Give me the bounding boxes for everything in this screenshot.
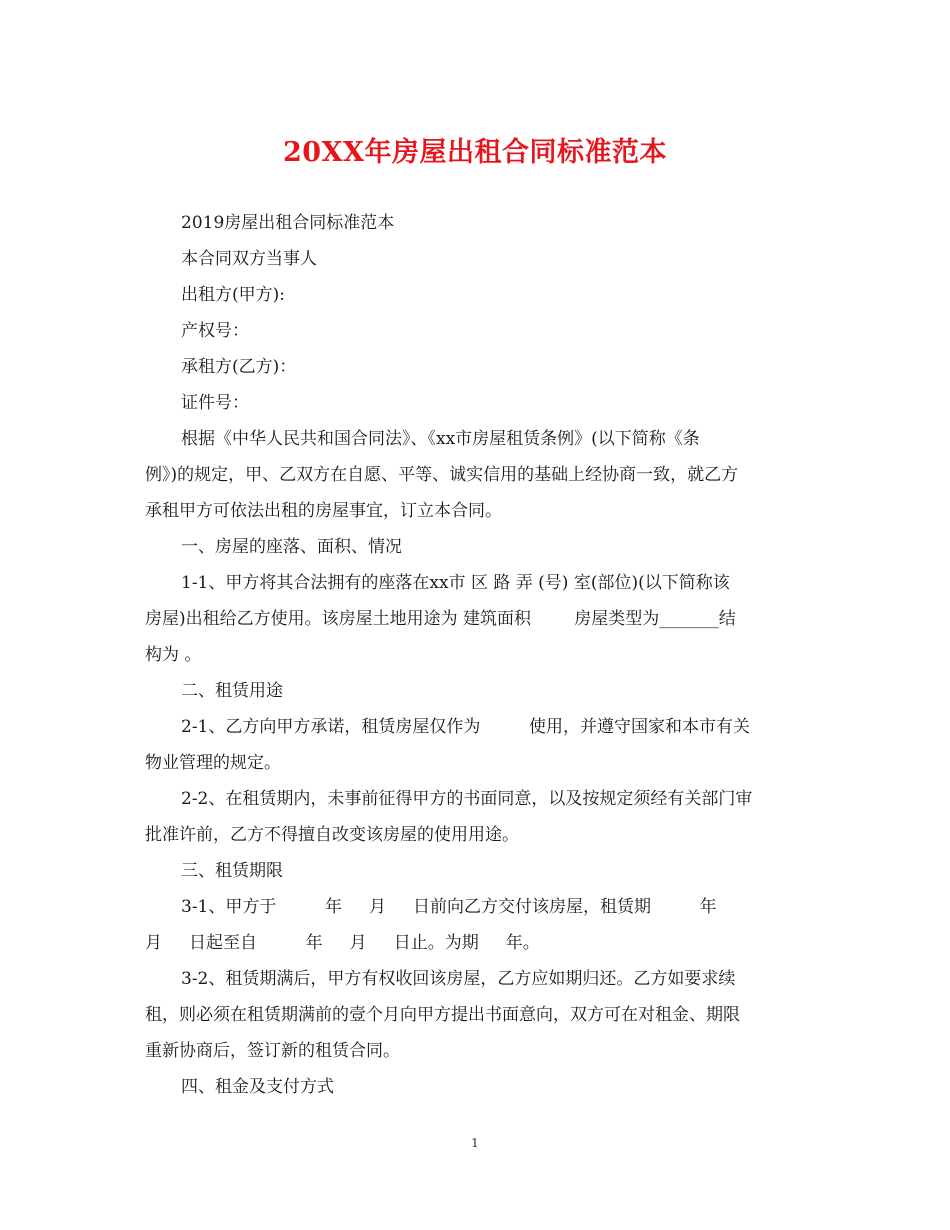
section-1-heading: 一、房屋的座落、面积、情况 <box>181 537 402 557</box>
subtitle-line: 2019房屋出租合同标准范本 <box>181 213 395 233</box>
section-3-heading: 三、租赁期限 <box>181 861 283 881</box>
clause-2-1-line-2: 物业管理的规定。 <box>145 753 281 773</box>
preamble-line-2: 例》)的规定，甲、乙双方在自愿、平等、诚实信用的基础上经协商一致，就乙方 <box>145 465 739 485</box>
clause-2-1-line-1: 2-1、乙方向甲方承诺，租赁房屋仅作为 使用，并遵守国家和本市有关 <box>181 717 751 737</box>
clause-3-2-line-1: 3-2、租赁期满后，甲方有权收回该房屋，乙方应如期归还。乙方如要求续 <box>181 969 736 989</box>
clause-1-1-line-1: 1-1、甲方将其合法拥有的座落在xx市 区 路 弄 (号) 室(部位)(以下简称该 <box>181 573 730 593</box>
page-number: 1 <box>471 1136 479 1150</box>
document-body <box>145 205 807 1105</box>
section-4-heading: 四、租金及支付方式 <box>181 1077 334 1097</box>
id-number-line: 证件号： <box>181 393 249 413</box>
clause-3-2-line-2: 租，则必须在租赁期满前的壹个月向甲方提出书面意向，双方可在对租金、期限 <box>145 1005 740 1025</box>
clause-2-2-line-1: 2-2、在租赁期内，未事前征得甲方的书面同意，以及按规定须经有关部门审 <box>181 789 753 809</box>
clause-2-2-line-2: 批准许前，乙方不得擅自改变该房屋的使用用途。 <box>145 825 519 845</box>
parties-heading: 本合同双方当事人 <box>181 249 317 269</box>
lessee-line: 承租方(乙方)： <box>181 357 297 377</box>
lessor-line: 出租方(甲方): <box>181 285 285 305</box>
property-right-line: 产权号： <box>181 321 249 341</box>
clause-1-1-line-2: 房屋)出租给乙方使用。该房屋土地用途为 建筑面积 房屋类型为_______结 <box>145 609 736 629</box>
section-2-heading: 二、租赁用途 <box>181 681 283 701</box>
document-title: 20XX年房屋出租合同标准范本 <box>283 137 667 168</box>
clause-1-1-line-3: 构为 。 <box>145 645 202 665</box>
clause-3-1-line-2: 月 日起至自 年 月 日止。为期 年。 <box>145 933 540 953</box>
clause-3-2-line-3: 重新协商后，签订新的租赁合同。 <box>145 1041 400 1061</box>
clause-3-1-line-1: 3-1、甲方于 年 月 日前向乙方交付该房屋，租赁期 年 <box>181 897 717 917</box>
preamble-line-1: 根据《中华人民共和国合同法》、《xx市房屋租赁条例》(以下简称《条 <box>181 429 700 449</box>
preamble-line-3: 承租甲方可依法出租的房屋事宜，订立本合同。 <box>145 501 502 521</box>
